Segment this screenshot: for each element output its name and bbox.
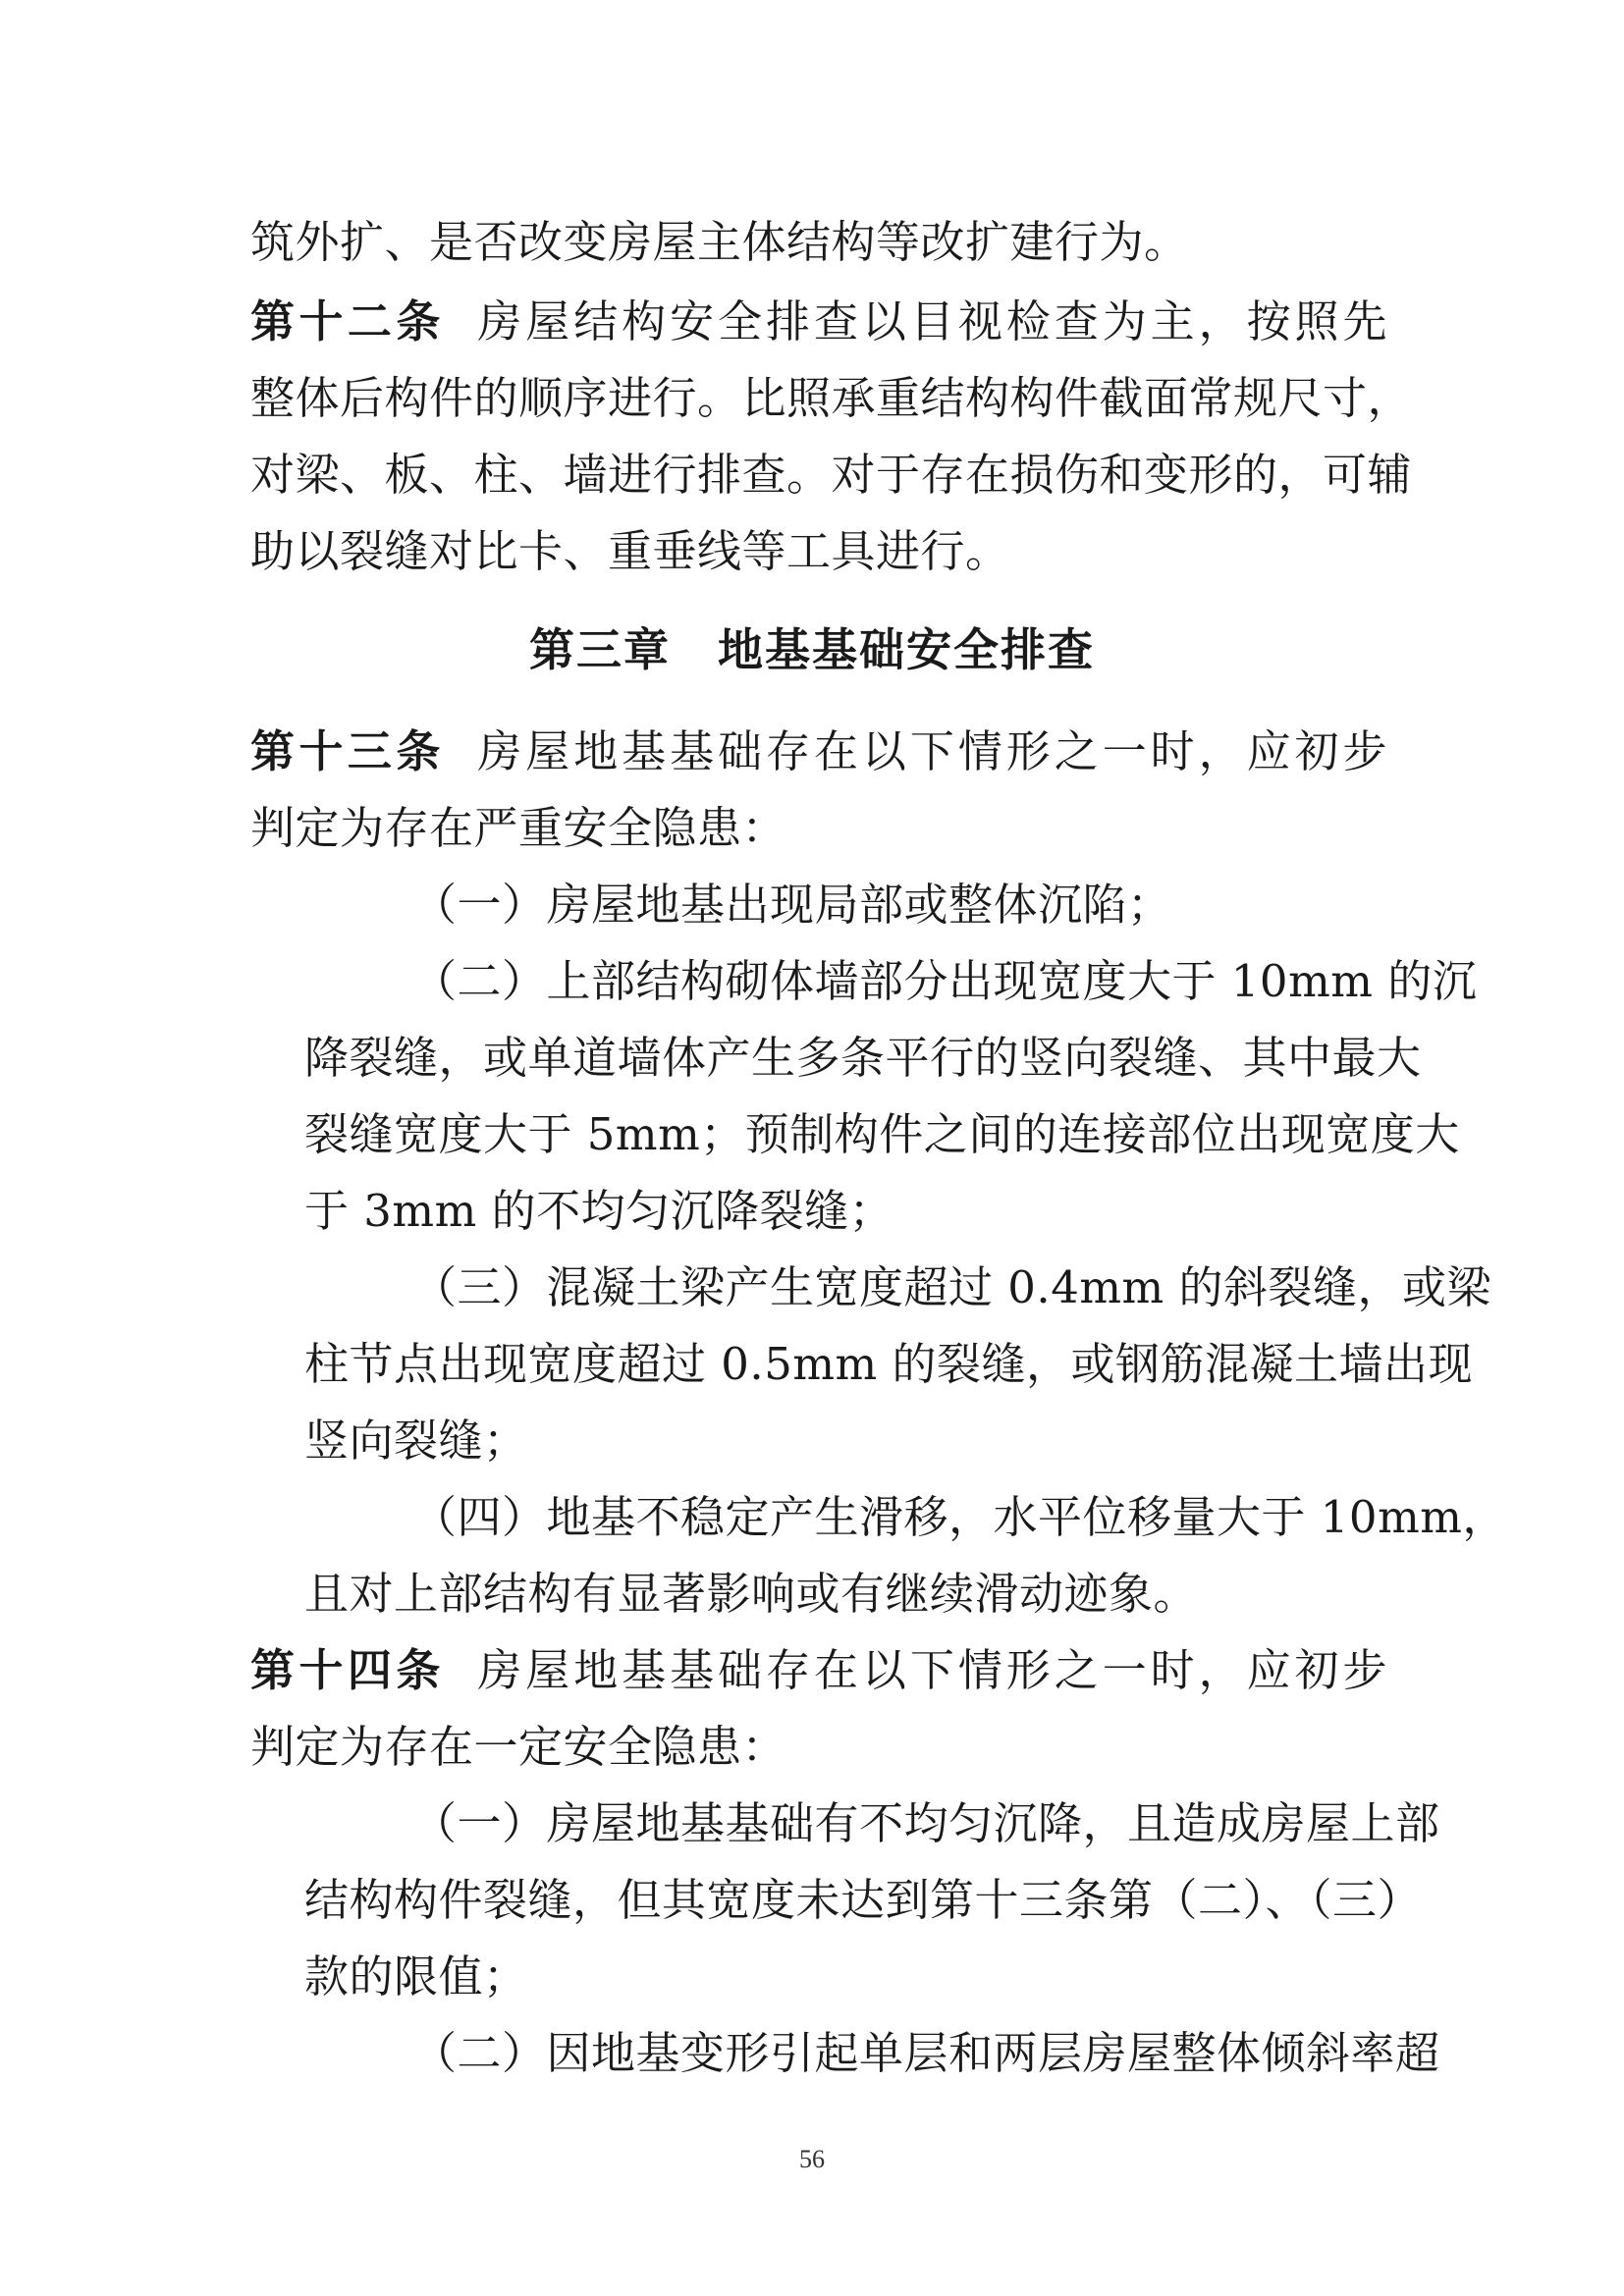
paragraph-line: 整体后构件的顺序进行。比照承重结构构件截面常规尺寸，	[250, 372, 1413, 424]
chapter-number: 第三章	[529, 623, 671, 676]
list-item: （三）混凝土梁产生宽度超过 0.4mm 的斜裂缝，或梁	[412, 1261, 1492, 1313]
article-12-text: 房屋结构安全排查以目视检查为主，按照先	[473, 295, 1387, 347]
article-14-text: 房屋地基基础存在以下情形之一时，应初步	[473, 1644, 1387, 1696]
article-14-heading: 第十四条	[250, 1644, 445, 1696]
paragraph-line: 判定为存在严重安全隐患：	[250, 802, 787, 854]
chapter-heading	[0, 611, 1624, 689]
list-item: （二）因地基变形引起单层和两层房屋整体倾斜率超	[412, 2027, 1440, 2079]
paragraph-line: 裂缝宽度大于 5mm；预制构件之间的连接部位出现宽度大	[304, 1108, 1460, 1160]
paragraph-line: 降裂缝，或单道墙体产生多条平行的竖向裂缝、其中最大	[304, 1032, 1422, 1084]
article-13-heading: 第十三条	[250, 725, 445, 777]
list-item: （四）地基不稳定产生滑移，水平位移量大于 10mm，	[412, 1491, 1507, 1543]
paragraph-line: 助以裂缝对比卡、重垂线等工具进行。	[250, 525, 1010, 577]
paragraph-line: 款的限值；	[304, 1950, 528, 2002]
paragraph-line: 且对上部结构有显著影响或有继续滑动迹象。	[304, 1568, 1199, 1620]
article-13-text: 房屋地基基础存在以下情形之一时，应初步	[473, 725, 1387, 777]
paragraph-line: 筑外扩、是否改变房屋主体结构等改扩建行为。	[250, 216, 1189, 268]
paragraph-line: 柱节点出现宽度超过 0.5mm 的裂缝，或钢筋混凝土墙出现	[304, 1338, 1474, 1390]
article-13-first-line	[250, 717, 1387, 787]
list-item: （一）房屋地基出现局部或整体沉陷；	[412, 879, 1172, 931]
page-number: 56	[799, 2145, 825, 2173]
paragraph-line: 判定为存在一定安全隐患：	[250, 1721, 787, 1773]
paragraph-line: 结构构件裂缝，但其宽度未达到第十三条第（二）、（三）	[304, 1874, 1423, 1926]
paragraph-line: 于 3mm 的不均匀沉降裂缝；	[304, 1185, 894, 1237]
list-item: （二）上部结构砌体墙部分出现宽度大于 10mm 的沉	[412, 955, 1478, 1007]
paragraph-line: 竖向裂缝；	[304, 1415, 528, 1467]
paragraph-line: 对梁、板、柱、墙进行排查。对于存在损伤和变形的，可辅	[250, 449, 1413, 501]
chapter-title: 地基基础安全排查	[718, 623, 1095, 676]
article-14-first-line	[250, 1635, 1387, 1706]
article-12-first-line	[250, 287, 1387, 357]
article-12-heading: 第十二条	[250, 295, 445, 347]
list-item: （一）房屋地基基础有不均匀沉降，且造成房屋上部	[412, 1797, 1440, 1849]
